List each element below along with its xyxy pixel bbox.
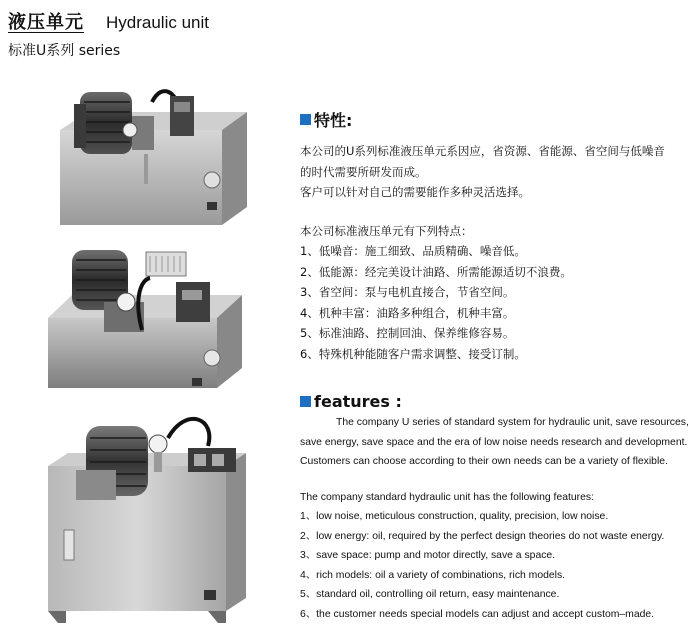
features-cn-intro: [300, 141, 695, 203]
features-en-list: [300, 488, 695, 625]
features-en-heading-text: features :: [314, 392, 402, 411]
list-item: 2、low energy: oil, required by the perfect design theories do not waste energy.: [300, 530, 665, 542]
list-intro: 本公司标准液压单元有下列特点：: [300, 223, 473, 238]
hydraulic-unit-photo-2: [42, 240, 252, 395]
title-chinese: 液压单元: [8, 12, 84, 33]
text-line: 客户可以针对自己的需要能作多种灵活选择。: [300, 185, 530, 199]
list-item: 1、low noise, meticulous construction, quality, precision, low noise.: [300, 511, 609, 522]
bullet-square-icon: [300, 114, 311, 125]
description-column: [300, 108, 695, 624]
list-item: 3、省空间：泵与电机直接合，节省空间。: [300, 285, 515, 299]
hydraulic-unit-photo-1: [52, 72, 252, 237]
text-line: Customers can choose according to their own needs can be a variety of flexible.: [300, 456, 668, 467]
list-item: 1、低噪音：施工细致、品质精确、噪音低。: [300, 244, 526, 258]
list-item: 5、standard oil, controlling oil return, easy maintenance.: [300, 589, 560, 600]
features-en-intro: [300, 413, 695, 472]
title-english: Hydraulic unit: [106, 13, 209, 32]
list-item: 2、低能源：经完美设计油路、所需能源适切不浪费。: [300, 264, 572, 279]
features-cn-list: [300, 221, 695, 365]
features-en-heading: [300, 392, 695, 411]
list-item: 6、the customer needs special models can adjust and accept custom–made.: [300, 608, 655, 620]
list-item: 6、特殊机种能随客户需求调整、接受订制。: [300, 346, 526, 361]
title-row: [8, 8, 209, 34]
subtitle: 标准U系列 series: [8, 43, 121, 59]
text-line: 的时代需要所研发而成。: [300, 164, 427, 179]
list-item: 3、save space: pump and motor directly, save a space.: [300, 550, 556, 561]
list-intro: The company standard hydraulic unit has the following features:: [300, 491, 594, 503]
list-item: 4、rich models: oil a variety of combinations, rich models.: [300, 569, 566, 581]
features-cn-heading-text: 特性:: [314, 111, 353, 130]
list-item: 4、机种丰富：油路多种组合，机种丰富。: [300, 305, 515, 320]
features-cn-heading: [300, 108, 695, 131]
text-line: save energy, save space and the era of low noise needs research and development.: [300, 436, 688, 448]
list-item: 5、标准油路、控制回油、保养维修容易。: [300, 326, 515, 340]
text-line: The company U series of standard system for hydraulic unit, save resources,: [336, 417, 689, 428]
bullet-square-icon: [300, 396, 311, 407]
text-line: 本公司的U系列标准液压单元系因应，省资源、省能源、省空间与低噪音: [300, 144, 665, 158]
page-header: [8, 8, 209, 60]
hydraulic-unit-photo-3: [36, 408, 256, 623]
